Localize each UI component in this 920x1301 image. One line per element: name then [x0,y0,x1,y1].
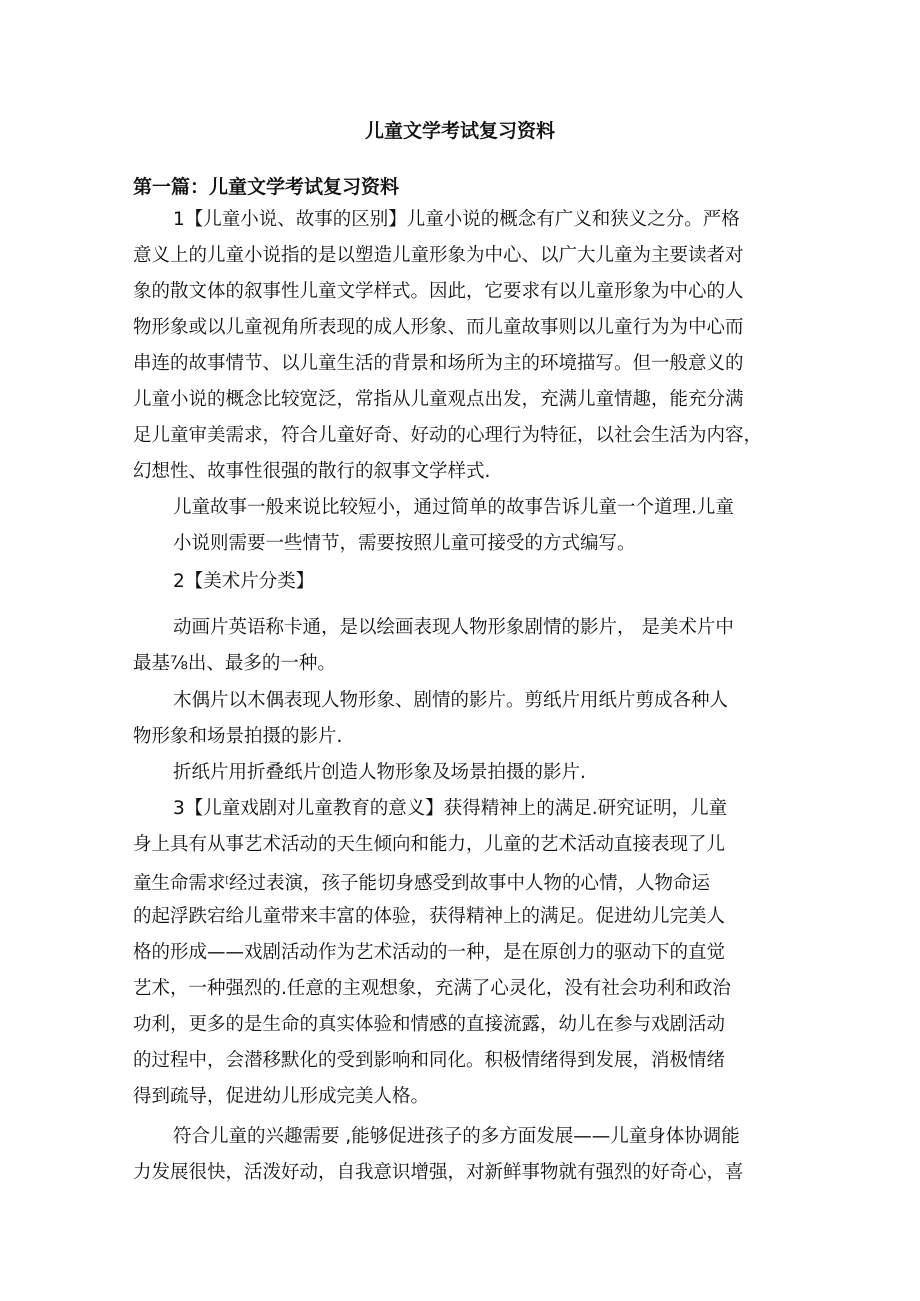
text-line: 幻想性、故事性很强的散行的叙事文学样式. [133,461,491,482]
text-line: 3【儿童戏剧对儿童教育的意义】获得精神上的满足.研究证明，儿童 [173,798,728,819]
text-line: 身上具有从事艺术活动的天生倾向和能力，儿童的艺术活动直接表现了儿 [133,834,726,855]
text-line: 动画片英语称卡通，是以绘画表现人物形象剧情的影片， 是美术片中 [173,617,734,638]
text-line: 串连的故事情节、以儿童生活的背景和场所为主的环境描写。但一般意义的 [133,353,744,374]
document-title: 儿童文学考试复习资料 [364,120,555,142]
text-line: 物形象和场景拍摄的影片. [133,726,343,747]
item-heading: 2【美术片分类】 [173,571,315,592]
text-line: 儿童小说的概念比较宽泛，常指从儿童观点出发，充满儿童情趣，能充分满 [133,389,744,410]
text-segment: 经过表演，孩子能切身感受到故事中人物的心情，人物命运 [229,873,711,894]
text-segment: 童生命需求 [133,873,226,894]
text-line: 最基⅞出、最多的一种。 [133,653,336,674]
footnote-mark: [ [225,876,230,886]
section-title: 第一篇：儿童文学考试复习资料 [133,176,400,198]
text-line: 儿童故事一般来说比较短小，通过简单的故事告诉儿童一个道理.儿童 [173,497,734,518]
text-line: 1【儿童小说、故事的区别】儿童小说的概念有广义和狭义之分。严格 [173,209,740,230]
text-line: 木偶片以木偶表现人物形象、剧情的影片。剪纸片用纸片剪成各种人 [173,690,729,711]
text-line: 力发展很快，活泼好动，自我意识增强，对新鲜事物就有强烈的好奇心，喜 [133,1162,744,1183]
text-line: 得到疏导，促进幼儿形成完美人格。 [133,1086,430,1107]
text-line: 折纸片用折叠纸片创造人物形象及场景拍摄的影片. [173,762,586,783]
text-line: 意义上的儿童小说指的是以塑造儿童形象为中心、以广大儿童为主要读者对 [133,245,744,266]
text-line: 功利，更多的是生命的真实体验和情感的直接流露，幼儿在参与戏剧活动 [133,1014,726,1035]
text-line: 艺术，一种强烈的.任意的主观想象，充满了心灵化，没有社会功利和政治 [133,978,731,999]
text-line: 小说则需要一些情节，需要按照儿童可接受的方式编写。 [173,533,636,554]
text-line: 足儿童审美需求，符合儿童好奇、好动的心理行为特征，以社会生活为内容， [133,425,763,446]
text-line: 的过程中，会潜移默化的受到影响和同化。积极情绪得到发展，消极情绪 [133,1050,726,1071]
text-line: 格的形成——戏剧活动作为艺术活动的一种，是在原创力的驱动下的直觉 [133,942,726,963]
text-line [133,866,710,899]
text-line: 符合儿童的兴趣需要 ,能够促进孩子的多方面发展——儿童身体协调能 [173,1126,740,1147]
text-line: 物形象或以儿童视角所表现的成人形象、而儿童故事则以儿童行为为中心而 [133,317,744,338]
text-line: 的起浮跌宕给儿童带来丰富的体验，获得精神上的满足。促进幼儿完美人 [133,906,726,927]
text-line: 象的散文体的叙事性儿童文学样式。因此，它要求有以儿童形象为中心的人 [133,281,744,302]
